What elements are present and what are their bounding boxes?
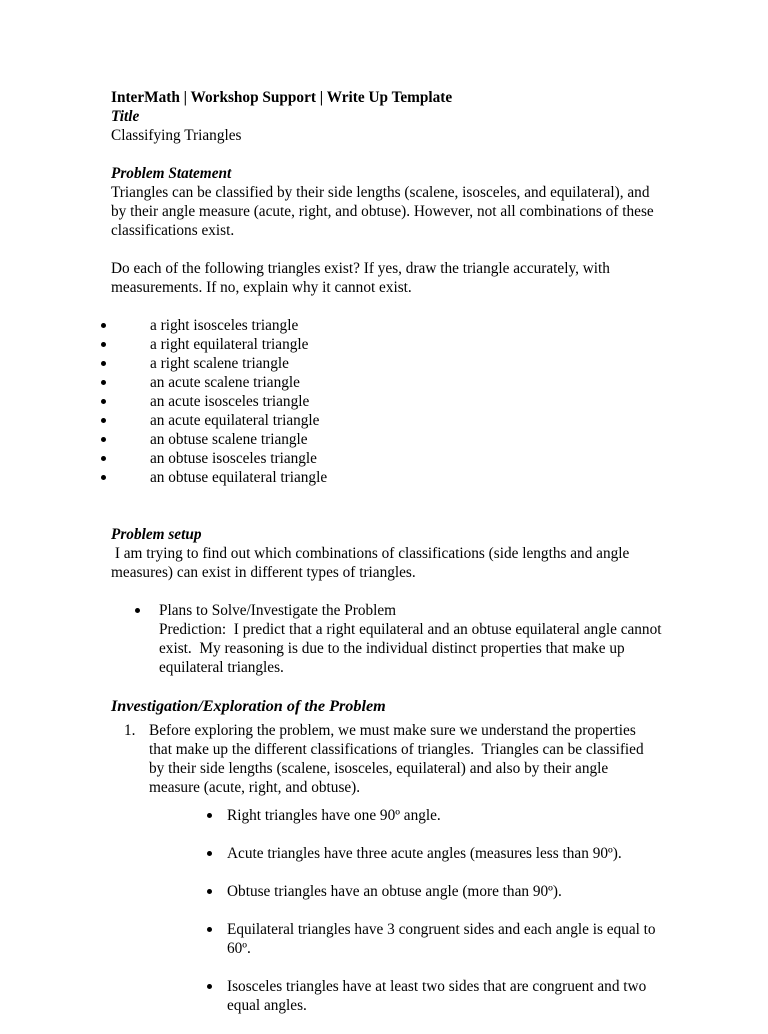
question-paragraph (111, 259, 671, 297)
problem-statement-line: Triangles can be classified by their side lengths (scalene, isosceles, and equilateral), and (111, 184, 650, 201)
bullet-icon (101, 456, 106, 461)
document-header-title: InterMath | Workshop Support | Write Up Template (111, 89, 453, 106)
list-item (111, 468, 671, 487)
list-item (111, 354, 671, 373)
list-item-text: Right triangles have one 90º angle. (227, 807, 441, 824)
numbered-item-1 (111, 721, 671, 797)
list-item (207, 806, 671, 825)
prediction-line: equilateral triangles. (159, 659, 284, 676)
list-item-text: Equilateral triangles have 3 congruent sides and each angle is equal to 60º. (227, 921, 656, 957)
list-item-text: an acute scalene triangle (150, 374, 300, 391)
list-item (111, 335, 671, 354)
list-item-text: Obtuse triangles have an obtuse angle (more than 90º). (227, 883, 562, 900)
bullet-icon (101, 399, 106, 404)
properties-list (111, 806, 671, 1015)
problem-statement-line: classifications exist. (111, 222, 235, 239)
problem-setup-line: measures) can exist in different types of triangles. (111, 564, 416, 581)
bullet-icon (101, 342, 106, 347)
problem-setup-paragraph (111, 544, 671, 582)
document-content (111, 88, 671, 1034)
list-item-text: Isosceles triangles have at least two sides that are congruent and two equal angles. (227, 978, 647, 1014)
investigation-heading: Investigation/Exploration of the Problem (111, 697, 386, 715)
problem-statement-line: by their angle measure (acute, right, and obtuse). However, not all combinations of these (111, 203, 654, 220)
problem-statement-paragraph (111, 183, 671, 240)
bullet-icon (101, 475, 106, 480)
item-line: Before exploring the problem, we must make sure we understand the properties (149, 722, 636, 739)
plans-heading: Plans to Solve/Investigate the Problem (159, 602, 397, 619)
list-item (207, 977, 671, 1015)
problem-setup-line: I am trying to find out which combinations of classifications (side lengths and angle (111, 545, 630, 562)
list-item (207, 920, 671, 958)
list-item (111, 316, 671, 335)
list-item-text: an obtuse equilateral triangle (150, 469, 328, 486)
bullet-icon (207, 813, 212, 818)
list-item-text: an acute isosceles triangle (150, 393, 310, 410)
item-line: that make up the different classifications of triangles. Triangles can be classified (149, 741, 644, 758)
bullet-icon (207, 889, 212, 894)
bullet-icon (101, 323, 106, 328)
bullet-icon (207, 927, 212, 932)
list-item (111, 430, 671, 449)
bullet-icon (101, 380, 106, 385)
item-line: by their side lengths (scalene, isosceles, equilateral) and also by their angle (149, 760, 609, 777)
document-title: Classifying Triangles (111, 127, 242, 144)
prediction-line: exist. My reasoning is due to the individual distinct properties that make up (159, 640, 625, 657)
title-label: Title (111, 108, 140, 125)
bullet-icon (101, 361, 106, 366)
list-item-text: a right isosceles triangle (150, 317, 299, 334)
item-line: measure (acute, right, and obtuse). (149, 779, 361, 796)
list-item (207, 844, 671, 863)
list-item-text: an obtuse scalene triangle (150, 431, 308, 448)
list-item-text: a right scalene triangle (150, 355, 289, 372)
plans-bullet (111, 601, 671, 677)
list-item (111, 449, 671, 468)
list-item-text: a right equilateral triangle (150, 336, 309, 353)
bullet-icon (135, 608, 140, 613)
item-number: 1. (124, 722, 136, 739)
list-item (111, 411, 671, 430)
problem-setup-heading: Problem setup (111, 526, 202, 543)
question-line: Do each of the following triangles exist? If yes, draw the triangle accurately, with (111, 260, 610, 277)
list-item (111, 373, 671, 392)
bullet-icon (101, 437, 106, 442)
list-item-text: an obtuse isosceles triangle (150, 450, 317, 467)
list-item (207, 882, 671, 901)
bullet-icon (101, 418, 106, 423)
prediction-line: Prediction: I predict that a right equilateral and an obtuse equilateral angle cannot (159, 621, 662, 638)
bullet-icon (207, 851, 212, 856)
triangle-list (111, 316, 671, 487)
bullet-icon (207, 984, 212, 989)
list-item-text: an acute equilateral triangle (150, 412, 320, 429)
question-line: measurements. If no, explain why it cannot exist. (111, 279, 412, 296)
list-item (111, 392, 671, 411)
problem-statement-heading: Problem Statement (111, 165, 232, 182)
list-item-text: Acute triangles have three acute angles (measures less than 90º). (227, 845, 622, 862)
